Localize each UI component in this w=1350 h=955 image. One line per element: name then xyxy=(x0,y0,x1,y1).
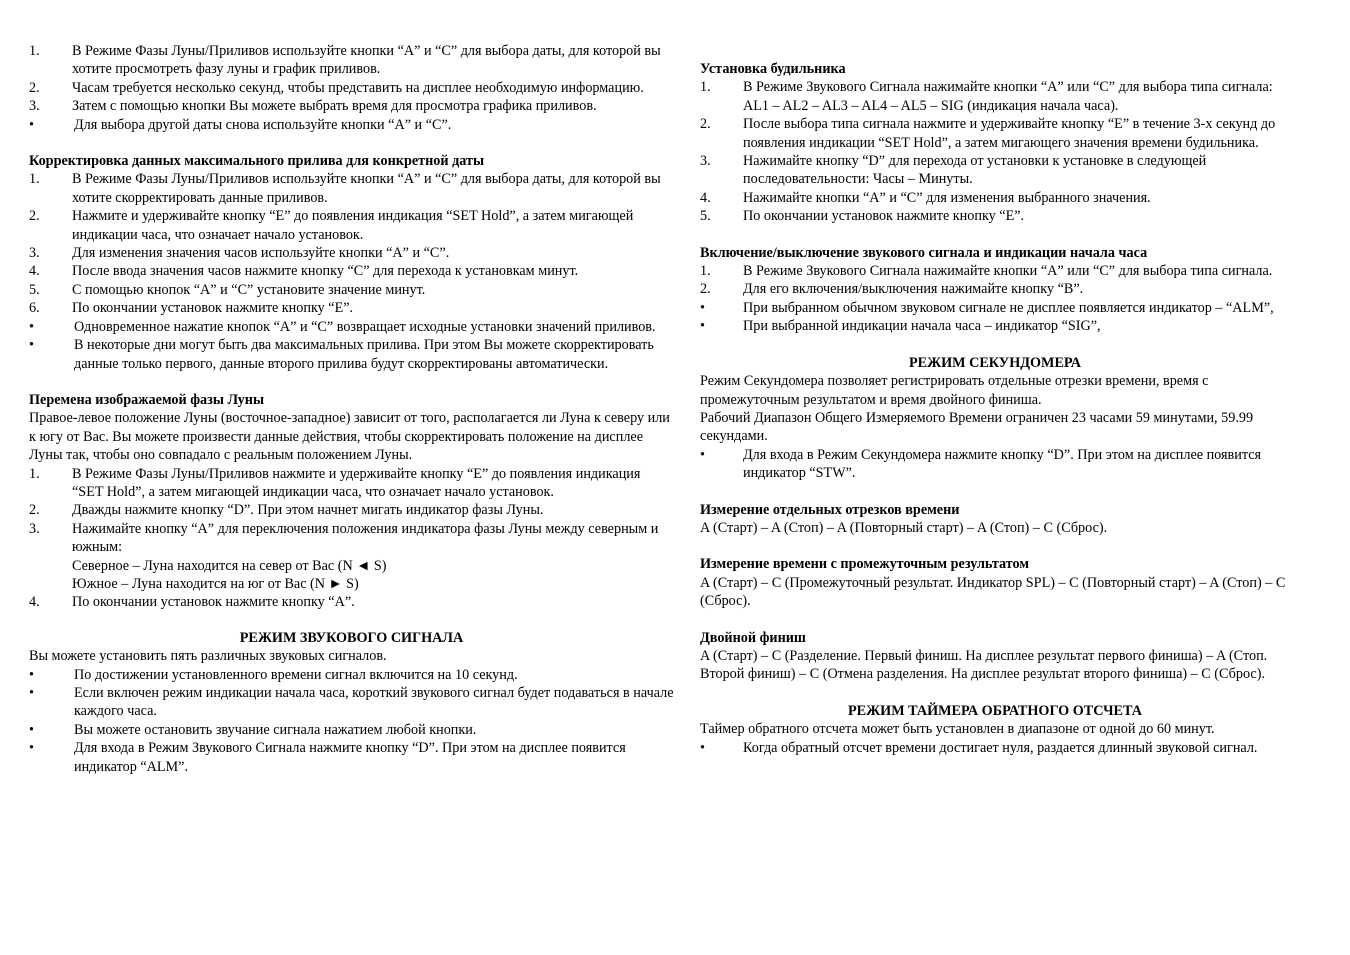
stopwatch-heading: РЕЖИМ СЕКУНДОМЕРА xyxy=(908,354,1082,371)
list-marker: 4. xyxy=(29,594,40,611)
list-number: 5. xyxy=(29,281,40,298)
countdown-heading: РЕЖИМ ТАЙМЕРА ОБРАТНОГО ОТСЧЕТА xyxy=(848,702,1142,719)
list-item xyxy=(700,78,1290,96)
list-text: Нажимайте кнопку “A” для переключения положения индикатора фазы Луны между северным и южным: xyxy=(72,520,659,556)
list-item xyxy=(29,520,674,557)
tide-correction-list xyxy=(29,170,674,372)
tide-correction-heading: Корректировка данных максимального прилива для конкретной даты xyxy=(29,153,485,170)
list-item xyxy=(700,317,1290,335)
moon-phase-heading: Перемена изображаемой фазы Луны xyxy=(29,391,265,408)
list-text: Вы можете остановить звучание сигнала нажатием любой кнопки. xyxy=(74,721,477,738)
list-text: Для входа в Режим Звукового Сигнала нажмите кнопку “D”. При этом на дисплее появится индикатор “ALM”. xyxy=(74,740,626,775)
list-text: Если включен режим индикации начала часа, короткий звукового сигнал будет подаваться в начале каждого часа. xyxy=(74,685,674,720)
list-number: 1. xyxy=(29,171,40,188)
bullet-marker: • xyxy=(29,685,34,701)
list-text: Когда обратный отсчет времени достигает нуля, раздается длинный звуковой сигнал. xyxy=(743,739,1258,756)
moon-tide-view-list xyxy=(29,42,674,134)
countdown-paragraph: Таймер обратного отсчета может быть установлен в диапазоне от одной до 60 минут. xyxy=(700,721,1215,738)
list-item xyxy=(29,244,674,262)
alarm-setting-heading: Установка будильника xyxy=(700,61,846,77)
list-text: По окончании установок нажмите кнопку “E”. xyxy=(72,300,354,317)
list-number: 1. xyxy=(29,465,40,482)
lap-sequence: A (Старт) – A (Стоп) – A (Повторный старт) – A (Стоп) – C (Сброс). xyxy=(700,519,1108,536)
list-text: В Режиме Фазы Луны/Приливов нажмите и удерживайте кнопку “E” до появления индикация “SET Hold”, а затем мигающей индикации часа, что означает начало установок. xyxy=(72,465,641,500)
list-item xyxy=(700,739,1290,757)
double-finish-heading: Двойной финиш xyxy=(700,629,806,646)
list-text: В Режиме Звукового Сигнала нажимайте кнопки “A” или “C” для выбора типа сигнала. xyxy=(743,263,1273,280)
list-number: 6. xyxy=(29,300,40,317)
stopwatch-list xyxy=(700,446,1290,483)
south-option: Южное – Луна находится на юг от Вас (N ► S) xyxy=(72,575,359,592)
split-sequence: A (Старт) – C (Промежуточный результат. Индикатор SPL) – C (Повторный старт) – A (Стоп) – C (Сброс). xyxy=(700,574,1286,610)
bullet-marker: • xyxy=(29,740,34,757)
list-number: 1. xyxy=(700,263,711,280)
list-item xyxy=(29,739,674,776)
list-text: Для его включения/выключения нажимайте кнопку “B”. xyxy=(743,281,1084,298)
list-item xyxy=(700,115,1290,152)
list-item xyxy=(700,299,1290,317)
bullet-marker: • xyxy=(29,337,34,354)
stopwatch-paragraph-1: Режим Секундомера позволяет регистрировать отдельные отрезки времени, время с промежуточным результатом и время двойного финиша. xyxy=(700,373,1209,408)
list-number: 2. xyxy=(29,502,40,519)
alarm-mode-heading: РЕЖИМ ЗВУКОВОГО СИГНАЛА xyxy=(239,629,464,646)
list-item xyxy=(29,666,674,684)
bullet-marker: • xyxy=(29,116,34,133)
list-text: Часам требуется несколько секунд, чтобы представить на дисплее необходимую информацию. xyxy=(72,79,644,96)
list-number: 3. xyxy=(29,520,40,537)
list-text: В Режиме Фазы Луны/Приливов используйте кнопки “A” и “C” для выбора даты, для которой вы хотите просмотреть фазу луны и график приливов. xyxy=(72,43,661,78)
bullet-marker: • xyxy=(29,318,34,335)
double-finish-sequence: A (Старт) – C (Разделение. Первый финиш. На дисплее результат первого финиша) – A (Стоп. Второй финиш) – C (Отмена разделения. На дисплее результат второго финиша) – C (Сброс). xyxy=(700,647,1268,683)
list-item xyxy=(29,281,674,299)
list-item xyxy=(700,152,1290,189)
countdown-list xyxy=(700,739,1290,757)
list-number: 2. xyxy=(700,116,711,133)
list-item xyxy=(700,207,1290,225)
list-item xyxy=(29,299,674,317)
list-item xyxy=(29,262,674,280)
list-number: 3. xyxy=(700,153,711,170)
alarm-setting-list-continued xyxy=(700,115,1290,225)
list-text: Одновременное нажатие кнопок “A” и “C” возвращает исходные установки значений приливов. xyxy=(74,318,656,335)
list-item xyxy=(29,501,674,519)
alarm-mode-list xyxy=(29,666,674,776)
moon-phase-list xyxy=(29,465,674,557)
bullet-marker: • xyxy=(700,446,705,463)
list-text: По достижении установленного времени сигнал включится на 10 секунд. xyxy=(74,666,518,683)
list-number: 1. xyxy=(700,79,711,96)
bullet-marker: • xyxy=(700,739,705,756)
list-number: 3. xyxy=(29,245,40,262)
alarm-toggle-heading: Включение/выключение звукового сигнала и индикации начала часа xyxy=(700,244,1148,261)
split-heading: Измерение времени с промежуточным результатом xyxy=(700,556,1030,573)
alarm-mode-paragraph: Вы можете установить пять различных звуковых сигналов. xyxy=(29,648,387,665)
list-item xyxy=(29,170,674,207)
list-text: По окончании установок нажмите кнопку “E”. xyxy=(743,208,1025,225)
list-text: Затем с помощью кнопки Вы можете выбрать время для просмотра графика приливов. xyxy=(72,98,597,115)
list-item xyxy=(29,465,674,502)
list-item xyxy=(700,280,1290,298)
stopwatch-paragraph-2: Рабочий Диапазон Общего Измеряемого Времени ограничен 23 часами 59 минутами, 59.99 секундами. xyxy=(700,409,1254,445)
north-option: Северное – Луна находится на север от Вас (N ◄ S) xyxy=(72,557,387,574)
list-text: По окончании установок нажмите кнопку “A”. xyxy=(72,594,355,611)
alarm-types: AL1 – AL2 – AL3 – AL4 – AL5 – SIG (индикация начала часа). xyxy=(743,97,1119,114)
alarm-toggle-list xyxy=(700,262,1290,336)
list-number: 4. xyxy=(29,263,40,280)
list-item xyxy=(29,116,674,134)
list-number: 2. xyxy=(29,79,40,96)
list-item xyxy=(700,189,1290,207)
alarm-setting-list xyxy=(700,78,1290,96)
list-item xyxy=(29,336,674,373)
list-number: 2. xyxy=(700,281,711,298)
list-text: В Режиме Звукового Сигнала нажимайте кнопки “A” или “C” для выбора типа сигнала: xyxy=(743,79,1273,96)
list-number: 5. xyxy=(700,208,711,225)
list-text: При выбранной индикации начала часа – индикатор “SIG”, xyxy=(743,318,1101,335)
list-item xyxy=(700,262,1290,280)
bullet-marker: • xyxy=(700,318,705,335)
list-item xyxy=(29,79,674,97)
list-text: Нажимайте кнопку “D” для перехода от установки к установке в следующей последовательности: Часы – Минуты. xyxy=(743,153,1207,188)
list-number: 3. xyxy=(29,98,40,115)
list-item xyxy=(29,721,674,739)
list-item xyxy=(29,207,674,244)
list-text: Нажмите и удерживайте кнопку “E” до появления индикация “SET Hold”, а затем мигающей индикации часа, что означает начало установок. xyxy=(72,208,634,243)
list-number: 1. xyxy=(29,43,40,59)
list-text: Для выбора другой даты снова используйте кнопки “A” и “C”. xyxy=(74,116,452,133)
list-text: В некоторые дни могут быть два максимальных прилива. При этом Вы можете скорректировать данные только первого, данные второго прилива будут скорректированы автоматически. xyxy=(74,337,654,372)
list-item xyxy=(29,97,674,115)
list-text: После ввода значения часов нажмите кнопку “C” для перехода к установкам минут. xyxy=(72,263,579,280)
list-item xyxy=(29,42,674,79)
left-column xyxy=(29,42,674,776)
list-text: Для изменения значения часов используйте кнопки “A” и “C”. xyxy=(72,245,450,262)
list-text: С помощью кнопок “A” и “C” установите значение минут. xyxy=(72,281,426,298)
list-item xyxy=(29,684,674,721)
bullet-marker: • xyxy=(29,721,34,738)
list-text: После выбора типа сигнала нажмите и удерживайте кнопку “E” в течение 3-х секунд до появления индикации “SET Hold”, а затем мигающего значения времени будильника. xyxy=(743,116,1276,151)
list-text: Нажимайте кнопки “A” и “C” для изменения выбранного значения. xyxy=(743,189,1151,206)
bullet-marker: • xyxy=(700,299,705,316)
list-text: При выбранном обычном звуковом сигнале не дисплее появляется индикатор – “ALM”, xyxy=(743,299,1274,316)
list-item xyxy=(29,318,674,336)
list-number: 4. xyxy=(700,189,711,206)
list-text: Для входа в Режим Секундомера нажмите кнопку “D”. При этом на дисплее появится индикатор “STW”. xyxy=(743,446,1262,482)
bullet-marker: • xyxy=(29,666,34,683)
list-item xyxy=(700,446,1290,483)
list-text: Дважды нажмите кнопку “D”. При этом начнет мигать индикатор фазы Луны. xyxy=(72,502,544,519)
list-item xyxy=(29,593,674,611)
list-text: В Режиме Фазы Луны/Приливов используйте кнопки “A” и “C” для выбора даты, для которой вы хотите скорректировать данные приливов. xyxy=(72,171,661,206)
lap-heading: Измерение отдельных отрезков времени xyxy=(700,501,960,518)
right-column xyxy=(700,42,1290,757)
moon-phase-paragraph: Правое-левое положение Луны (восточное-западное) зависит от того, располагается ли Луна к северу или к югу от Вас. Вы можете произвести данные действия, чтобы скорректировать положение на дисплее Луны так, чтобы оно совпадало с реальным положением Луны. xyxy=(29,410,670,464)
list-number: 2. xyxy=(29,208,40,225)
